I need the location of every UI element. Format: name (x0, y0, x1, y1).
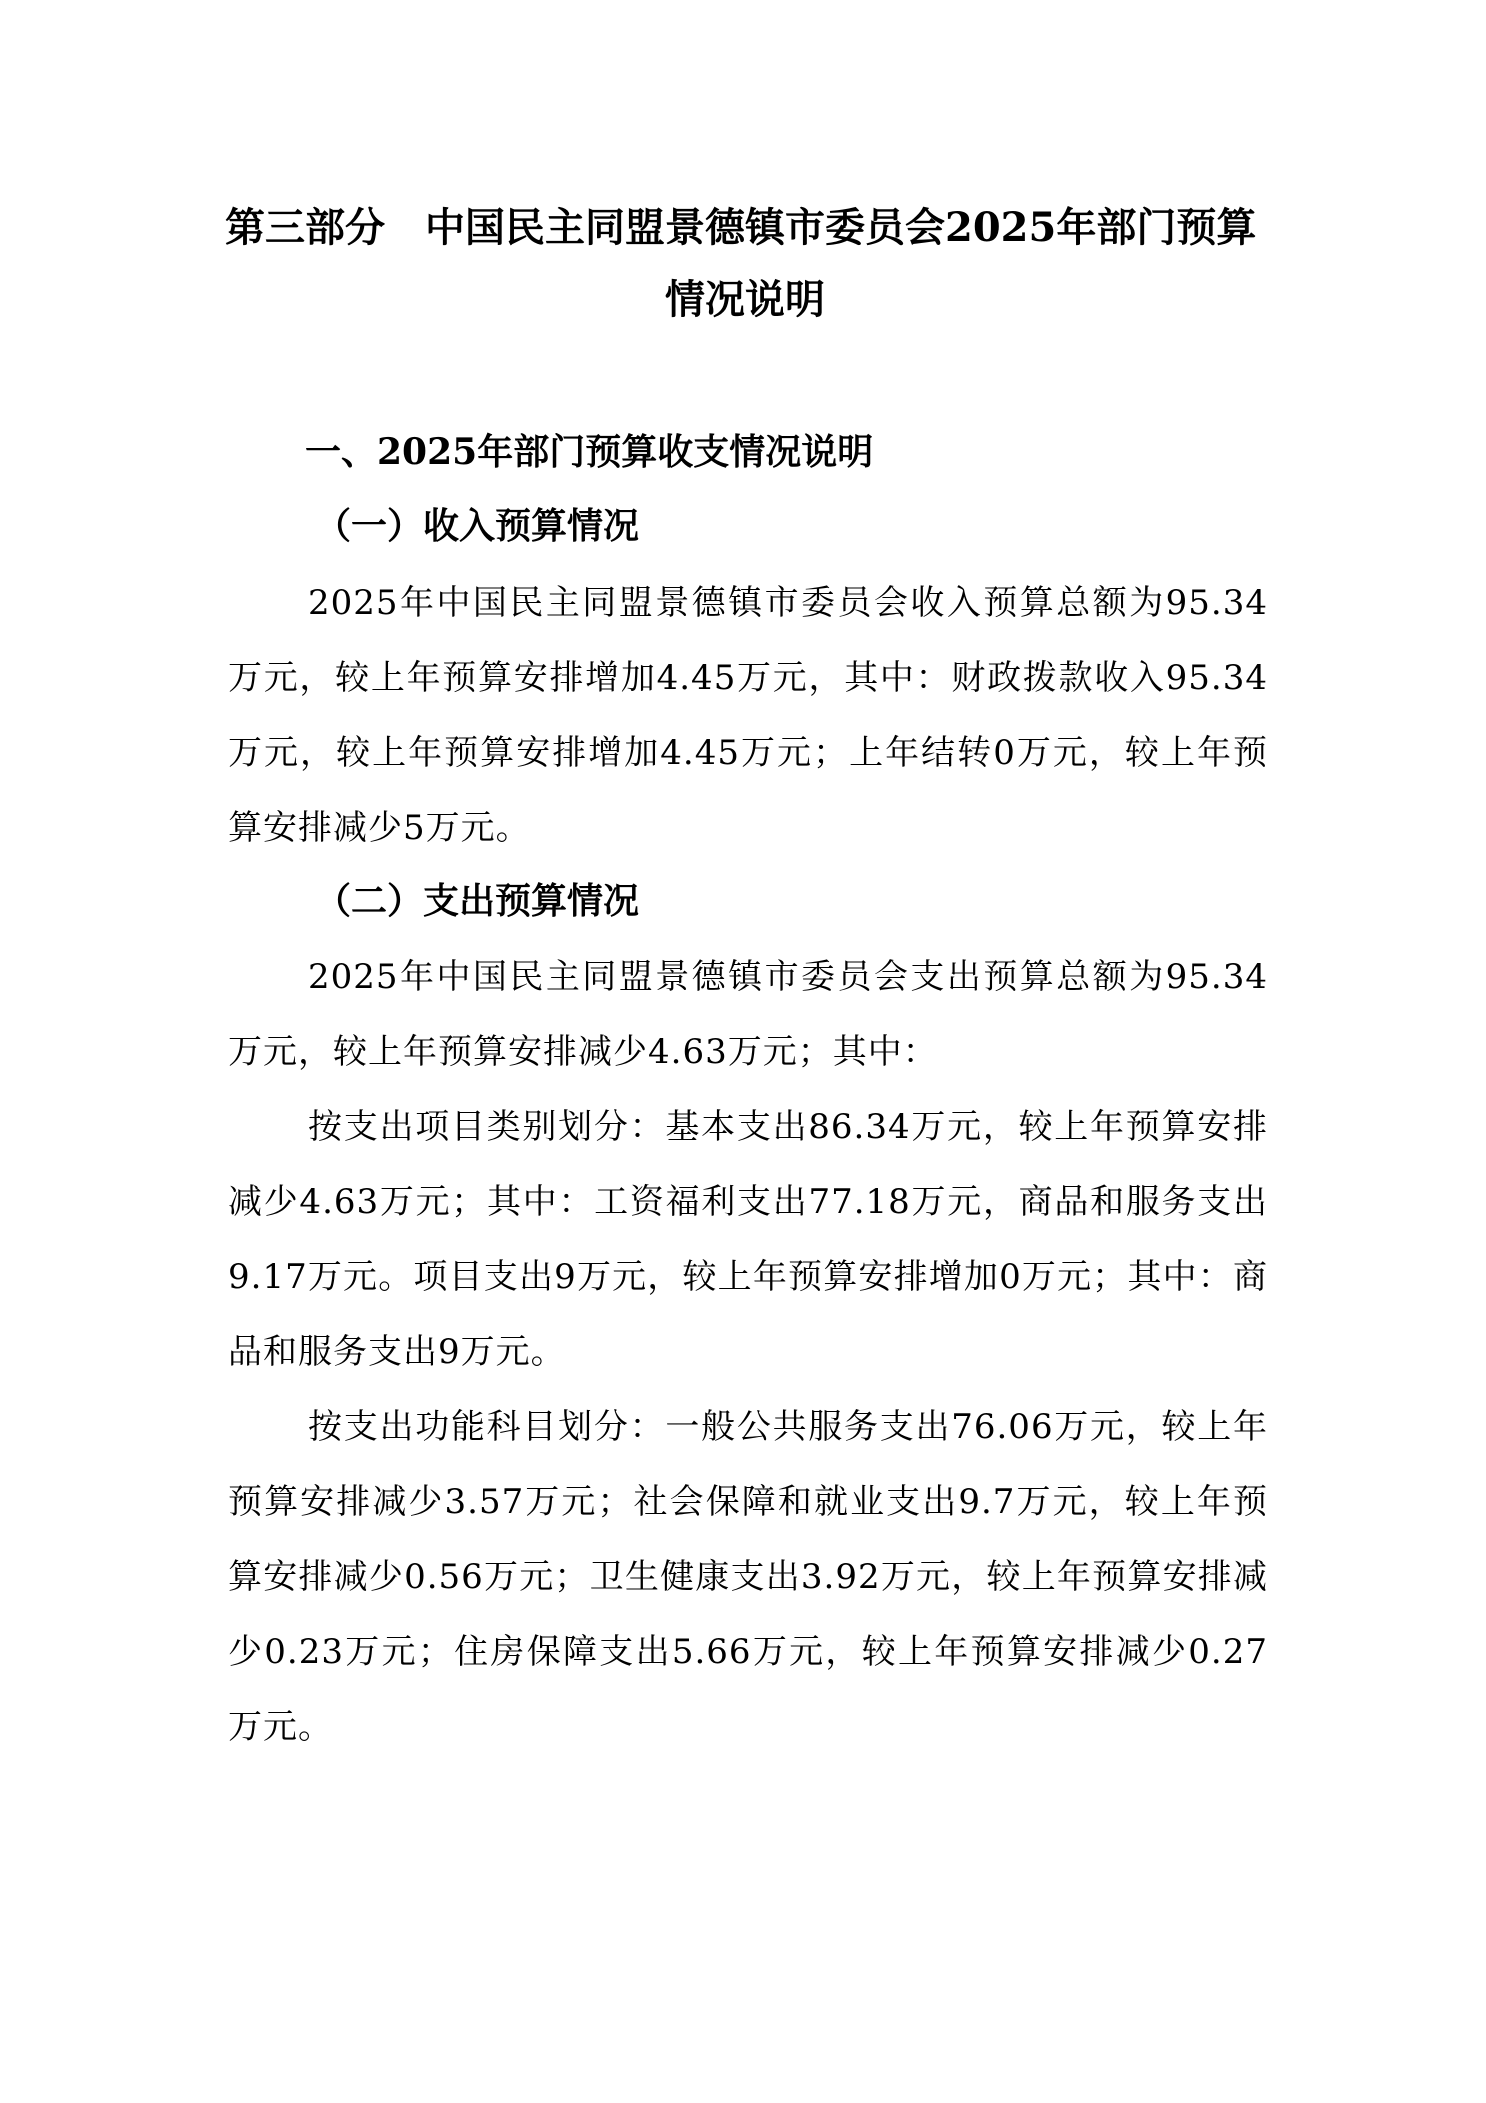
document-title-line-1: 第三部分 中国民主同盟景德镇市委员会2025年部门预算 (225, 204, 1257, 251)
paragraph-expenditure-by-category: 按支出项目类别划分：基本支出86.34万元，较上年预算安排减少4.63万元；其中：工资福利支出77.18万元，商品和服务支出9.17万元。项目支出9万元，较上年预算安排增加0万元；其中：商品和服务支出9万元。 (228, 1107, 1268, 1372)
paragraph-income-budget: 2025年中国民主同盟景德镇市委员会收入预算总额为95.34万元，较上年预算安排增加4.45万元，其中：财政拨款收入95.34万元，较上年预算安排增加4.45万元；上年结转0万元，较上年预算安排减少5万元。 (228, 583, 1268, 848)
subsection-heading-income: （一）收入预算情况 (315, 505, 640, 547)
paragraph-expenditure-total: 2025年中国民主同盟景德镇市委员会支出预算总额为95.34万元，较上年预算安排减少4.63万元；其中： (228, 957, 1268, 1072)
paragraph-expenditure-by-function: 按支出功能科目划分：一般公共服务支出76.06万元，较上年预算安排减少3.57万元；社会保障和就业支出9.7万元，较上年预算安排减少0.56万元；卫生健康支出3.92万元，较上年预算安排减少0.23万元；住房保障支出5.66万元，较上年预算安排减少0.27万元。 (228, 1407, 1268, 1747)
subsection-heading-expenditure: （二）支出预算情况 (315, 880, 640, 922)
section-heading-budget-overview: 一、2025年部门预算收支情况说明 (305, 431, 874, 473)
document-title-line-2: 情况说明 (665, 276, 825, 323)
